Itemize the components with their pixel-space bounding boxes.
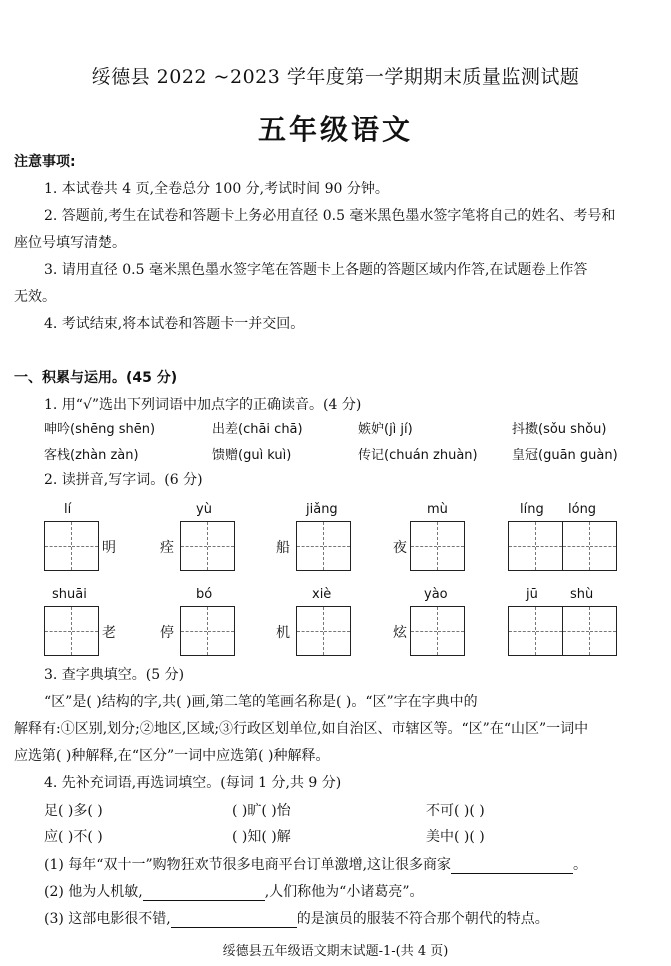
sentence-text: ,人们称他为“小诸葛亮”。 (264, 884, 424, 900)
notice-item: 2. 答题前,考生在试卷和答题卡上务必用直径 0.5 毫米黑色墨水签字笔将自己的姓名、考号和 (44, 208, 616, 224)
writing-box[interactable] (44, 606, 99, 656)
q1-prompt: 1. 用“√”选出下列词语中加点字的正确读音。(4 分) (44, 397, 362, 413)
sentence-text: 的是演员的服装不符合那个朝代的特点。 (296, 911, 549, 927)
pinyin-label: lóng (568, 502, 597, 517)
q1-item: 馈赠(guì kuì) (212, 448, 292, 463)
writing-box[interactable] (508, 606, 617, 656)
given-char: 炫 (393, 625, 407, 641)
pinyin-label: xiè (312, 587, 332, 602)
given-char: 停 (160, 625, 174, 641)
idiom-blank: 美中( )( ) (426, 829, 485, 845)
idiom-blank: 应( )不( ) (44, 829, 103, 845)
pinyin-label: shuāi (52, 587, 87, 602)
sentence-text: (3) 这部电影很不错, (44, 911, 171, 927)
q1-item: 呻吟(shēng shēn) (44, 422, 156, 437)
q1-item: 出差(chāi chā) (212, 422, 303, 437)
notice-item: 无效。 (14, 289, 56, 305)
fill-sentence (44, 881, 424, 901)
pinyin-label: líng (520, 502, 544, 517)
q3-prompt: 3. 查字典填空。(5 分) (44, 667, 185, 683)
writing-box[interactable] (180, 606, 235, 656)
given-char: 夜 (393, 540, 407, 556)
pinyin-label: jū (526, 587, 538, 602)
section-heading: 一、积累与运用。(45 分) (14, 370, 178, 386)
q3-line: 应选第( )种解释,在“区分”一词中应选第( )种解释。 (14, 748, 330, 764)
pinyin-label: jiǎng (306, 502, 338, 517)
writing-box[interactable] (296, 521, 351, 571)
given-char: 明 (102, 540, 116, 556)
q3-line: “区”是( )结构的字,共( )画,第二笔的笔画名称是( )。“区”字在字典中的 (44, 694, 478, 710)
writing-box[interactable] (410, 521, 465, 571)
given-char: 机 (276, 625, 290, 641)
writing-box[interactable] (508, 521, 617, 571)
pinyin-label: yào (424, 587, 448, 602)
fill-sentence (44, 908, 549, 928)
q4-prompt: 4. 先补充词语,再选词填空。(每词 1 分,共 9 分) (44, 775, 342, 791)
writing-box[interactable] (296, 606, 351, 656)
pinyin-label: bó (196, 587, 213, 602)
idiom-blank: 不可( )( ) (426, 803, 485, 819)
idiom-blank: 足( )多( ) (44, 803, 103, 819)
answer-blank[interactable] (171, 911, 297, 928)
pinyin-label: mù (427, 502, 448, 517)
writing-box[interactable] (410, 606, 465, 656)
pinyin-label: shù (570, 587, 594, 602)
idiom-blank: ( )旷( )怡 (232, 803, 291, 819)
answer-blank[interactable] (143, 884, 265, 901)
given-char: 痊 (160, 540, 174, 556)
notice-item: 座位号填写清楚。 (14, 235, 126, 251)
notice-item: 4. 考试结束,将本试卷和答题卡一并交回。 (44, 316, 305, 332)
q1-item: 皇冠(guān guàn) (512, 448, 618, 463)
q1-item: 抖擞(sǒu shǒu) (512, 422, 607, 437)
pinyin-label: yù (196, 502, 212, 517)
sentence-text: 。 (573, 857, 588, 873)
notice-heading: 注意事项: (14, 154, 76, 170)
idiom-blank: ( )知( )解 (232, 829, 291, 845)
given-char: 老 (102, 625, 116, 641)
sentence-text: (2) 他为人机敏, (44, 884, 143, 900)
notice-item: 1. 本试卷共 4 页,全卷总分 100 分,考试时间 90 分钟。 (44, 181, 389, 197)
page-footer: 绥德县五年级语文期末试题-1-(共 4 页) (222, 944, 449, 959)
q3-line: 解释有:①区别,划分;②地区,区域;③行政区划单位,如自治区、市辖区等。“区”在“山区”一词中 (14, 721, 589, 737)
subject-title: 五年级语文 (257, 113, 413, 146)
q1-item: 传记(chuán zhuàn) (358, 448, 478, 463)
fill-sentence (44, 854, 587, 874)
sentence-text: (1) 每年“双十一”购物狂欢节很多电商平台订单激增,这让很多商家 (44, 857, 452, 873)
q1-item: 客栈(zhàn zàn) (44, 448, 139, 463)
q2-prompt: 2. 读拼音,写字词。(6 分) (44, 472, 203, 488)
exam-title: 绥德县 2022 ~2023 学年度第一学期期末质量监测试题 (91, 66, 580, 88)
notice-item: 3. 请用直径 0.5 毫米黑色墨水签字笔在答题卡上各题的答题区域内作答,在试题卷上作答 (44, 262, 588, 278)
given-char: 船 (276, 540, 290, 556)
q1-item: 嫉妒(jì jí) (358, 422, 413, 437)
writing-box[interactable] (44, 521, 99, 571)
pinyin-label: lí (64, 502, 72, 517)
answer-blank[interactable] (451, 857, 573, 874)
writing-box[interactable] (180, 521, 235, 571)
